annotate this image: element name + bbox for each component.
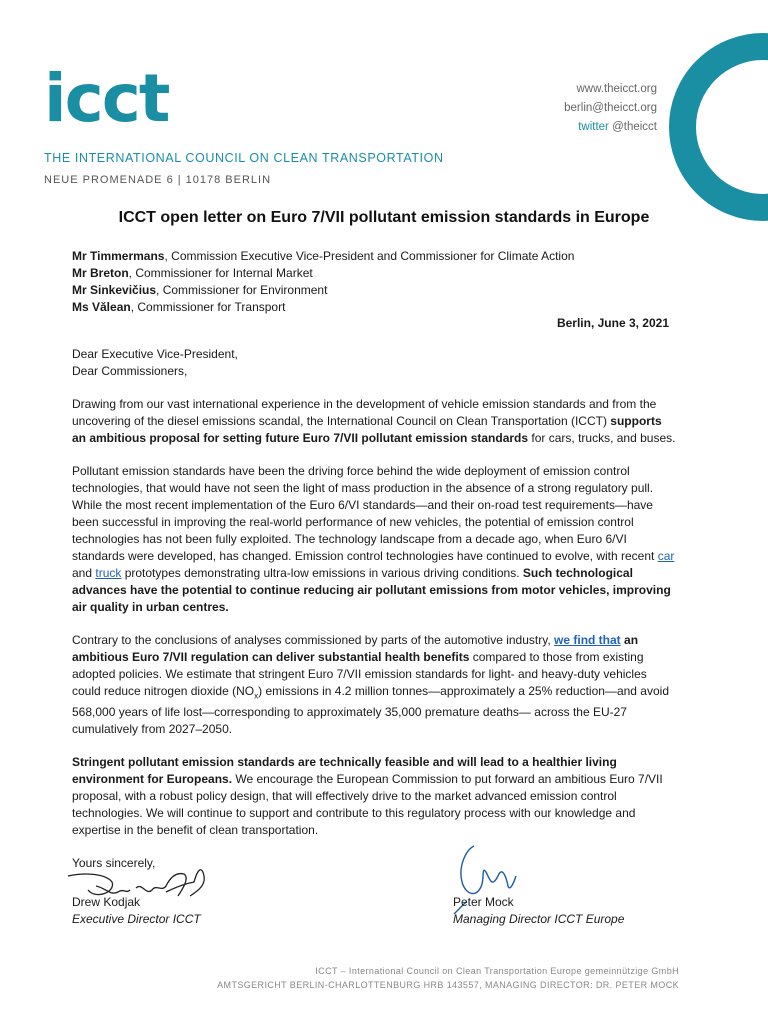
text: and (72, 566, 96, 580)
signatory-role: Executive Director ICCT (72, 912, 201, 926)
letter-body (72, 346, 678, 888)
recipient-name: Mr Sinkevičius (72, 283, 157, 297)
twitter-link[interactable] (564, 118, 657, 137)
text: Pollutant emission standards have been the driving force behind the wide deployment of emission control technologies, that would have not seen the light of mass production in the absence of a strong regulatory pull. While the most recent implementation of the Euro 6/VI standards—and their on-road test requirements—have been successful in improving the real-world performance of new vehicles, the potential of emission control technologies has not been fully exploited. The technology landscape from a decade ago, when Euro 6/VI standards were developed, has changed. Emission control technologies have continued to evolve, with recent (72, 464, 658, 563)
recipient-role: , Commissioner for Environment (156, 283, 328, 297)
contact-block (564, 80, 657, 137)
salutation (72, 346, 678, 380)
recipient (72, 282, 574, 299)
signature-block-mock (453, 894, 624, 928)
recipient (72, 248, 574, 265)
closing: Yours sincerely, (72, 856, 156, 871)
text: prototypes demonstrating ultra-low emissions in various driving conditions. (121, 566, 523, 580)
text: Drawing from our vast international experience in the development of vehicle emission standards and from the uncovering of the diesel emissions scandal, the International Council on Clean Transportation (ICCT) (72, 397, 657, 428)
recipient-role: , Commissioner for Internal Market (128, 266, 313, 280)
paragraph-2 (72, 463, 678, 616)
car-link[interactable]: car (657, 549, 675, 563)
recipient-role: , Commission Executive Vice-President and Commissioner for Climate Action (164, 249, 575, 263)
paragraph-1 (72, 396, 678, 447)
paragraph-3 (72, 632, 678, 738)
letter-date: Berlin, June 3, 2021 (556, 316, 669, 330)
truck-link[interactable]: truck (95, 566, 122, 580)
salutation-line: Dear Executive Vice-President, (72, 347, 238, 361)
text: ) emissions in 4.2 million tonnes—approximately a 25% reduction—and avoid 568,000 years of life lost—corresponding to approximately 35,000 premature deaths— across the EU-27 cumulatively from 2027–2050. (72, 684, 669, 737)
recipient-name: Ms Vălean (72, 300, 131, 314)
recipient (72, 265, 574, 282)
recipient (72, 299, 574, 316)
signature-block-kodjak (72, 894, 201, 928)
website-link[interactable]: www.theicct.org (576, 83, 657, 95)
paragraph-4 (72, 754, 678, 839)
recipient-role: , Commissioner for Transport (130, 300, 286, 314)
icct-logo: icct (44, 60, 169, 137)
text: Contrary to the conclusions of analyses commissioned by parts of the automotive industry, (72, 633, 555, 647)
logo-ring-graphic (669, 33, 768, 221)
salutation-line: Dear Commissioners, (72, 364, 188, 378)
footer (217, 964, 679, 992)
bold-text: Such technological advances have the potential to continue reducing air pollutant emissions from motor vehicles, improving air quality in urban centres. (72, 566, 671, 614)
signatory-name: Peter Mock (453, 895, 514, 909)
organization-name: THE INTERNATIONAL COUNCIL ON CLEAN TRANSPORTATION (44, 151, 444, 165)
recipient-name: Mr Timmermans (72, 249, 165, 263)
organization-address: NEUE PROMENADE 6 | 10178 BERLIN (44, 174, 272, 186)
footer-line: ICCT – International Council on Clean Transportation Europe gemeinnützige GmbH (315, 966, 679, 976)
email-link[interactable]: berlin@theicct.org (564, 102, 657, 114)
letter-title: ICCT open letter on Euro 7/VII pollutant emission standards in Europe (118, 209, 650, 226)
text: We encourage the European Commission to put forward an ambitious Euro 7/VII proposal, with a robust policy design, that will effectively drive to the market advanced emission control technologies. We will continue to support and contribute to this regulatory process with our knowledge and expertise in the benefit of clean transportation. (72, 772, 663, 838)
text: compared to those from existing adopted policies. We estimate that stringent Euro 7/VII emission standards for light- and heavy-duty vehicles could reduce nitrogen dioxide (NO (72, 650, 647, 698)
bold-text: Stringent pollutant emission standards are technically feasible and will lead to a healthier living environment for Europeans. (72, 755, 617, 787)
twitter-label: twitter (578, 121, 609, 133)
text: for cars, trucks, and buses. (528, 431, 676, 445)
we-find-that-link[interactable]: we find that (554, 633, 621, 647)
signature-stroke (68, 870, 204, 896)
recipient-list (72, 248, 574, 316)
twitter-handle: @theicct (612, 121, 657, 133)
recipient-name: Mr Breton (72, 266, 129, 280)
bold-text: supports an ambitious proposal for setting future Euro 7/VII pollutant emission standards (72, 414, 662, 445)
bold-text: an ambitious Euro 7/VII regulation can deliver substantial health benefits (72, 633, 639, 664)
subscript: x (254, 691, 259, 701)
signatory-name: Drew Kodjak (72, 895, 141, 909)
footer-line: AMTSGERICHT BERLIN-CHARLOTTENBURG HRB 143557, MANAGING DIRECTOR: DR. PETER MOCK (217, 980, 679, 990)
signatory-role: Managing Director ICCT Europe (453, 912, 625, 926)
